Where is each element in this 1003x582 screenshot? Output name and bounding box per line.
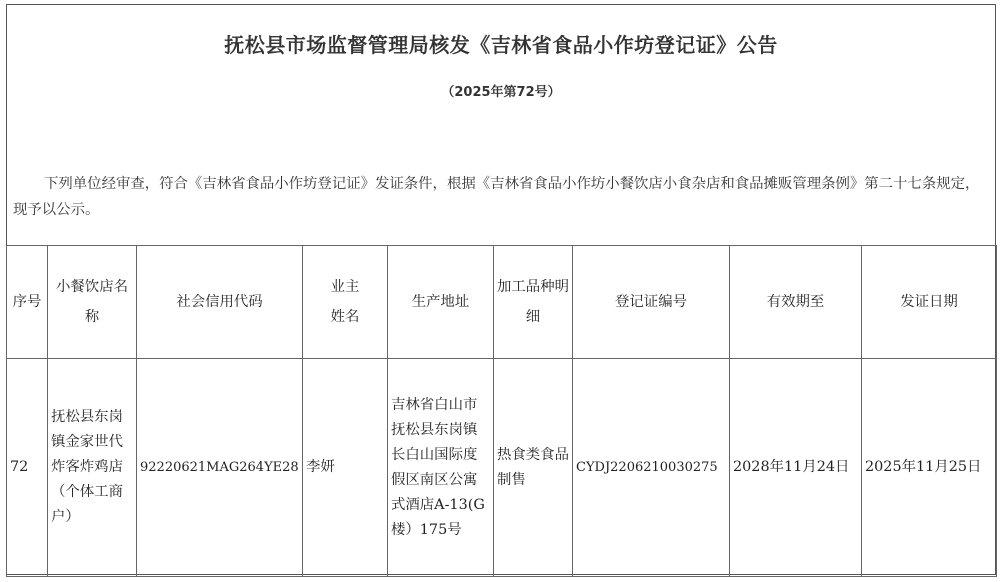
table-row — [7, 359, 997, 577]
header-issue-date: 发证日期 — [862, 246, 997, 359]
issue-number: （2025年第72号） — [441, 85, 561, 100]
header-seq: 序号 — [7, 246, 48, 359]
table-header-row — [7, 246, 997, 359]
header-registration-number: 登记证编号 — [573, 246, 730, 359]
cell-owner-name: 李妍 — [303, 359, 388, 577]
cell-credit-code: 92220621MAG264YE28 — [137, 359, 303, 577]
announcement-title: 抚松县市场监督管理局核发《吉林省食品小作坊登记证》公告 — [224, 33, 778, 57]
cell-registration-number: CYDJ2206210030275 — [573, 359, 730, 577]
cell-issue-date: 2025年11月25日 — [862, 359, 997, 577]
cell-valid-until: 2028年11月24日 — [730, 359, 862, 577]
cell-product-details: 热食类食品制售 — [494, 359, 573, 577]
header-valid-until: 有效期至 — [730, 246, 862, 359]
header-product-details: 加工品种明细 — [494, 246, 573, 359]
announcement-body: 下列单位经审查，符合《吉林省食品小作坊登记证》发证条件，根据《吉林省食品小作坊小餐饮店小食杂店和食品摊贩管理条例》第二十七条规定，现予以公示。 — [13, 176, 980, 218]
cell-seq: 72 — [7, 359, 48, 577]
cell-store-name: 抚松县东岗镇金家世代炸客炸鸡店（个体工商户） — [48, 359, 137, 577]
header-owner-name: 业主姓名 — [303, 246, 388, 359]
header-address: 生产地址 — [388, 246, 494, 359]
announcement-header — [7, 5, 995, 245]
header-credit-code: 社会信用代码 — [137, 246, 303, 359]
announcement-document — [6, 4, 996, 575]
cell-address: 吉林省白山市抚松县东岗镇长白山国际度假区南区公寓式酒店A-13(G楼）175号 — [388, 359, 494, 577]
header-store-name: 小餐饮店名称 — [48, 246, 137, 359]
registration-table — [6, 245, 997, 577]
